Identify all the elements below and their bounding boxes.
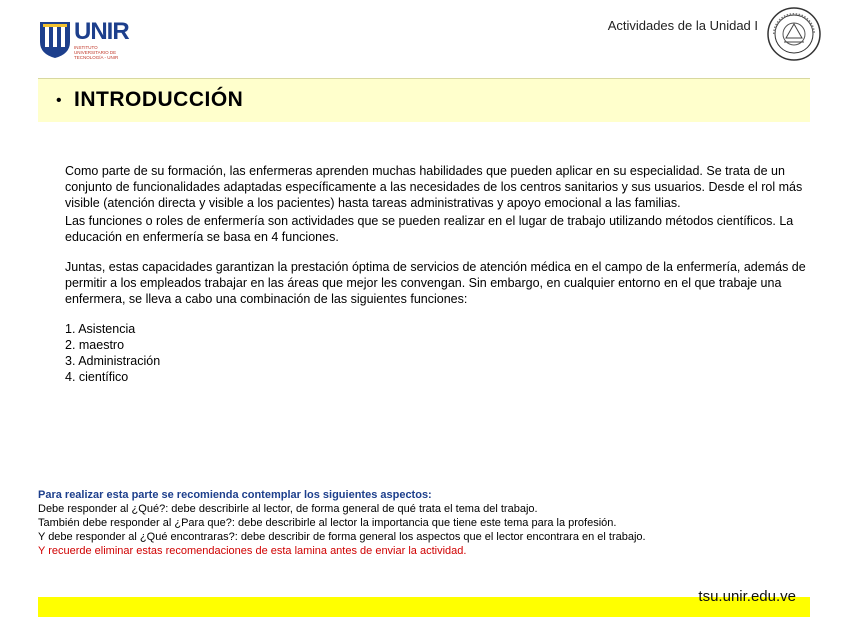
recommendations-heading: Para realizar esta parte se recomienda contemplar los siguientes aspectos: (38, 489, 432, 501)
paragraph-3: Juntas, estas capacidades garantizan la prestación óptima de servicios de atención médica en el campo de la enfermería, además de permitir a los empleados trabajar en las áreas que mejor les convengan. Sin embargo, en cualquier entorno en el que trabaje una enfermera, se lleva a cabo una combinación de las siguientes funciones: (65, 260, 806, 306)
paragraph-2: Las funciones o roles de enfermería son actividades que se pueden realizar en el lugar de trabajo utilizando métodos científicos. La educación en enfermería se basa en 4 funciones. (65, 214, 794, 244)
section-title: INTRODUCCIÓN (74, 88, 244, 111)
logo-subtext: INSTITUTO UNIVERSITARIO DE TECNOLOGÍA - UNIR (74, 45, 119, 60)
unir-logo (38, 18, 128, 60)
recommendation-line: También debe responder al ¿Para que?: debe describirle al lector la importancia que tiene este tema para la profesión. (38, 517, 617, 529)
removal-warning: Y recuerde eliminar estas recomendaciones de esta lamina antes de enviar la actividad. (38, 545, 467, 557)
paragraph-1: Como parte de su formación, las enfermeras aprenden muchas habilidades que pueden aplicar en su especialidad. Se trata de un conjunto de funcionalidades adaptadas específicamente a las necesidades de los centros sanitarios y sus usuarios. Desde el rol más visible (atención directa y visible a los pacientes) hasta tareas administrativas y apoyo emocional a las familias. (65, 164, 803, 210)
list-item: 2. maestro (65, 338, 125, 352)
list-item: 1. Asistencia (65, 322, 136, 336)
body-content (65, 163, 813, 385)
footer-bar (38, 597, 810, 617)
functions-list (65, 321, 813, 385)
course-title: Actividades de la Unidad I (607, 18, 758, 33)
list-item: 4. científico (65, 370, 129, 384)
recommendations-block (38, 488, 818, 558)
logo-wordmark: UNIR (74, 18, 129, 45)
list-item: 3. Administración (65, 354, 161, 368)
university-seal-icon (766, 6, 822, 62)
university-building-icon (38, 18, 72, 58)
recommendation-line: Debe responder al ¿Qué?: debe describirle al lector, de forma general de qué trata el tema del trabajo. (38, 503, 538, 515)
bullet-icon: • (56, 92, 62, 109)
footer-url: tsu.unir.edu.ve (698, 588, 796, 605)
section-title-bar (38, 78, 810, 122)
recommendation-line: Y debe responder al ¿Qué encontraras?: debe describir de forma general los aspectos que el lector encontrara en el trabajo. (38, 531, 646, 543)
